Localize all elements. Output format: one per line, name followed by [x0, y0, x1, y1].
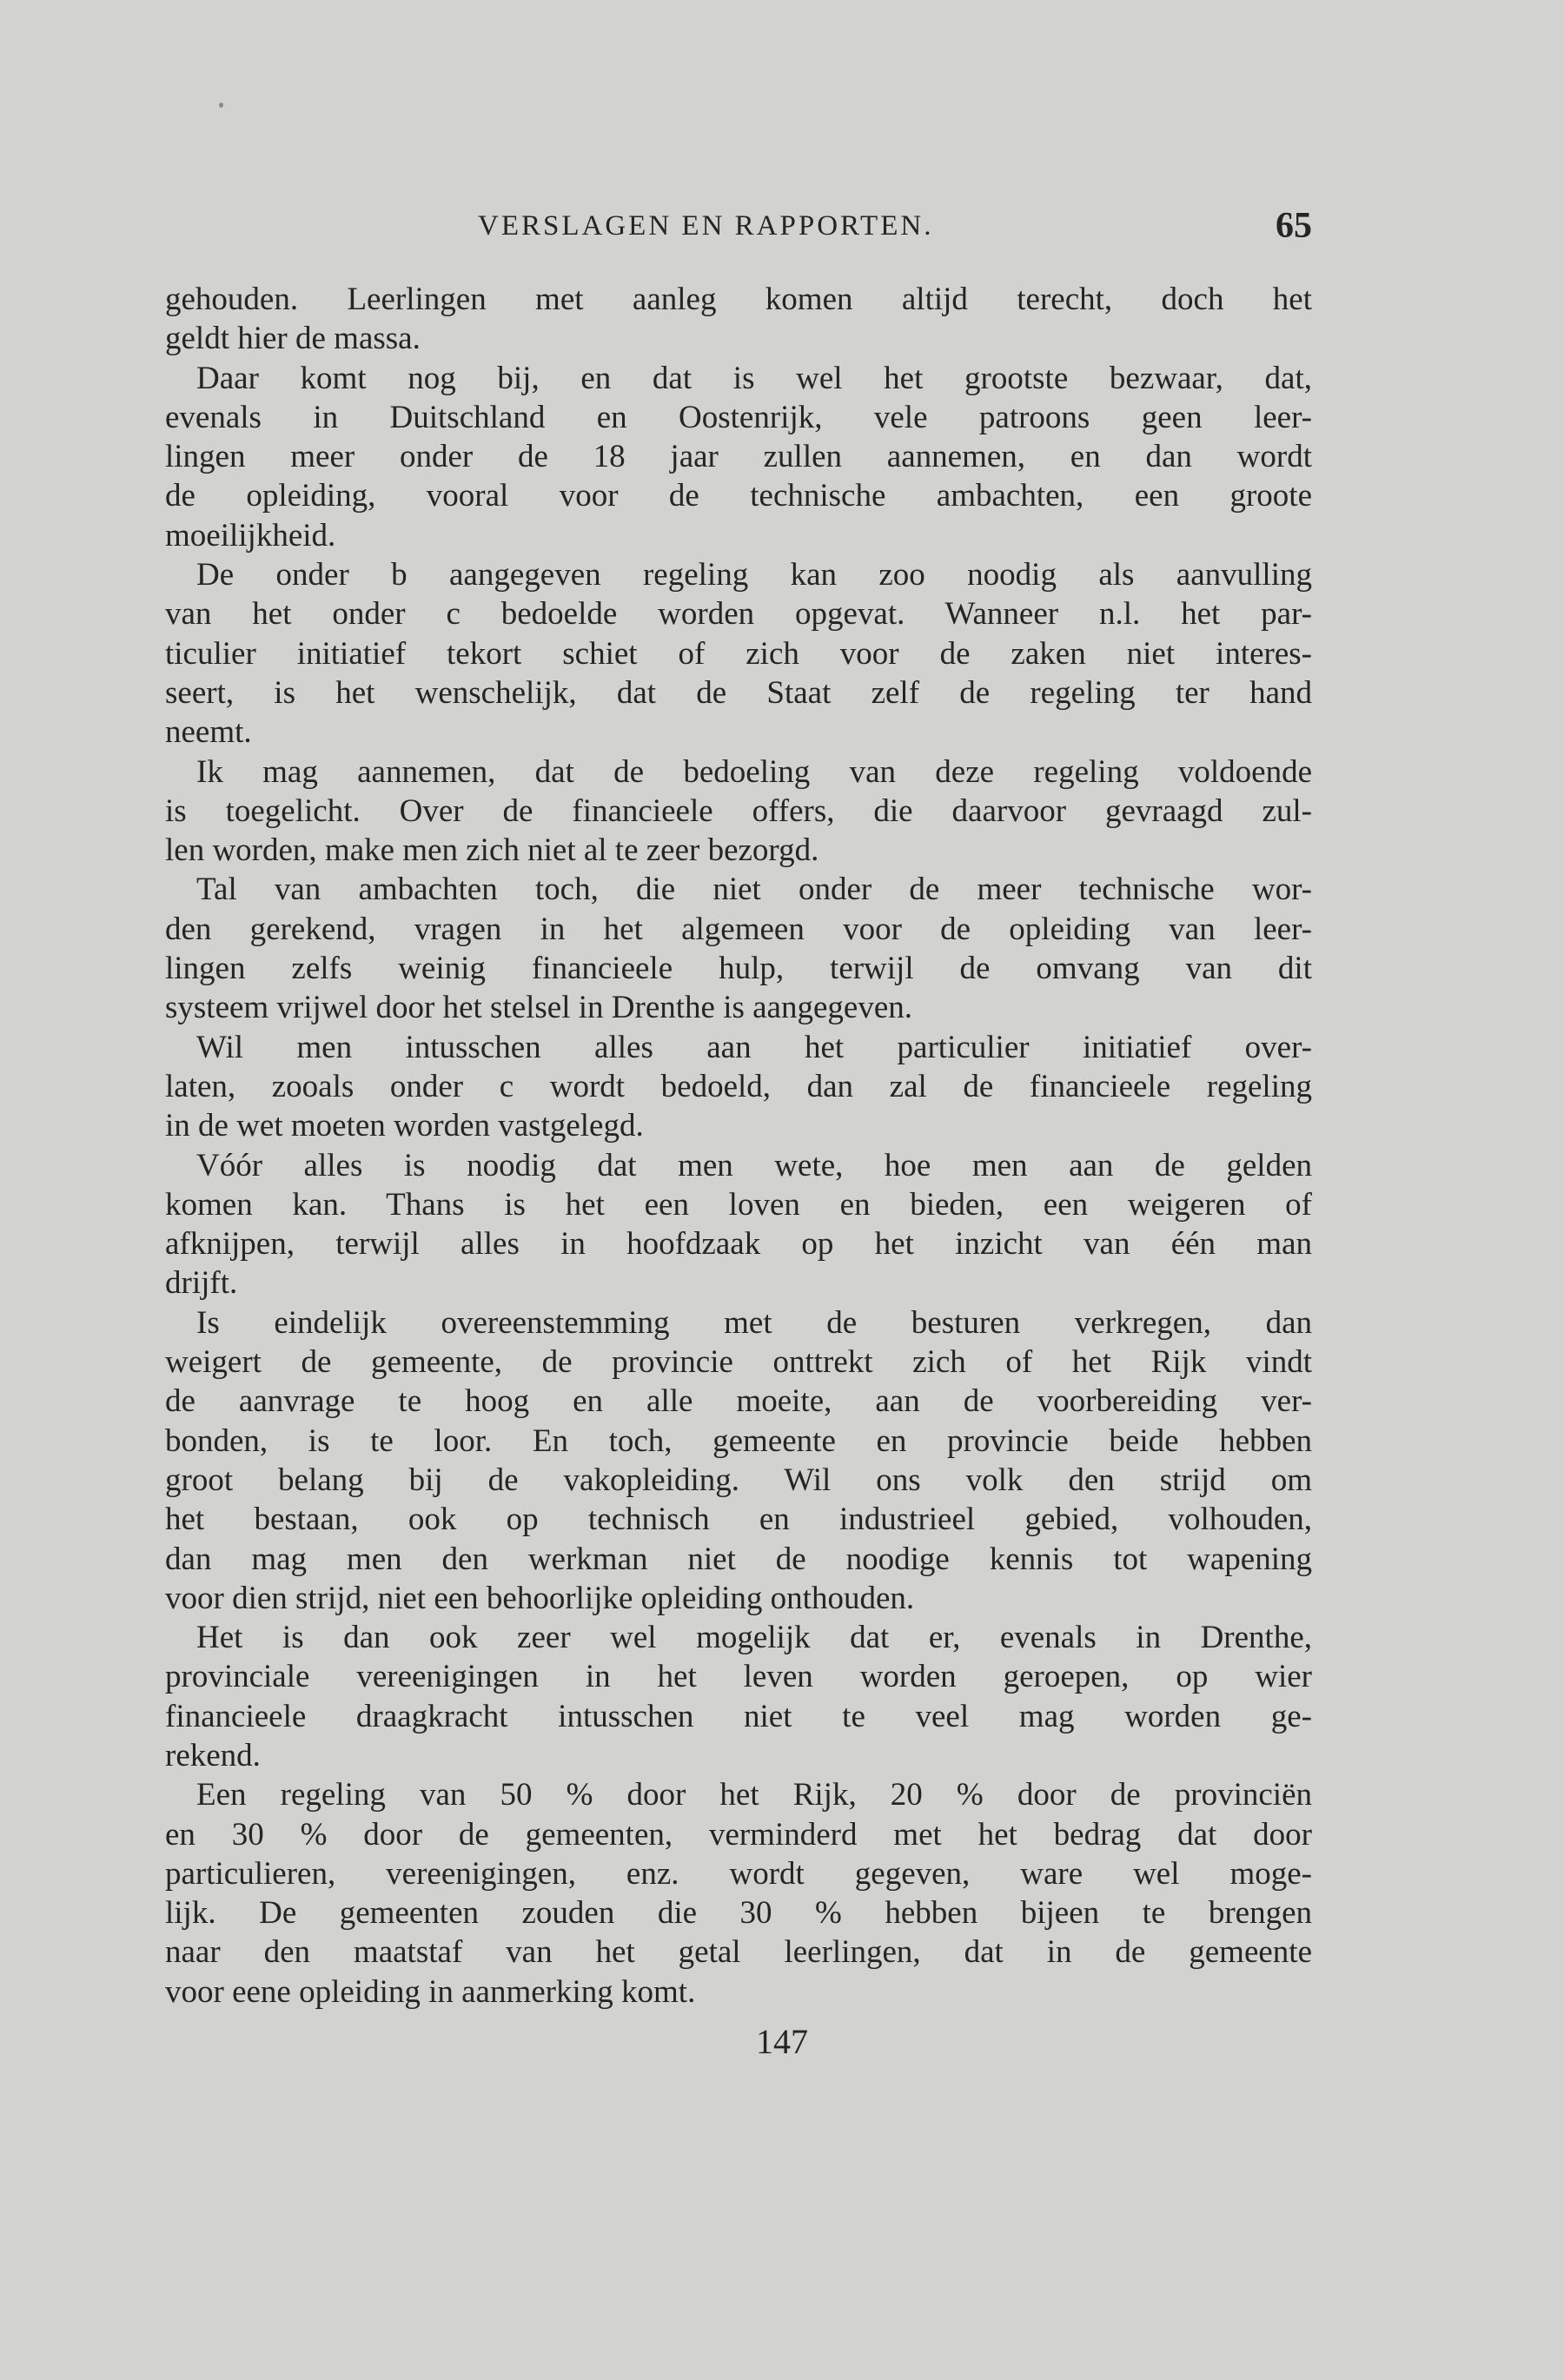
text-line: Het is dan ook zeer wel mogelijk dat er, evenals in Drenthe,: [196, 1620, 1312, 1656]
text-line: afknijpen, terwijl alles in hoofdzaak op het inzicht van één man: [165, 1226, 1312, 1263]
text-line: van het onder c bedoelde worden opgevat. Wanneer n.l. het par-: [165, 596, 1312, 633]
text-line: rekend.: [165, 1737, 261, 1773]
running-title: VERSLAGEN EN RAPPORTEN.: [478, 210, 934, 242]
text-line: voor eene opleiding in aanmerking komt.: [165, 1973, 696, 2010]
body-text: [165, 280, 1312, 2012]
text-line: len worden, make men zich niet al te zeer bezorgd.: [165, 832, 819, 869]
text-line: Daar komt nog bij, en dat is wel het grootste bezwaar, dat,: [196, 360, 1312, 396]
text-line: lingen meer onder de 18 jaar zullen aannemen, en dan wordt: [165, 439, 1312, 475]
text-line: Wil men intusschen alles aan het particulier initiatief over-: [196, 1029, 1312, 1065]
text-line: lingen zelfs weinig financieele hulp, terwijl de omvang van dit: [165, 951, 1312, 987]
text-line: particulieren, vereenigingen, enz. wordt gegeven, ware wel moge-: [165, 1855, 1312, 1892]
text-line: seert, is het wenschelijk, dat de Staat zelf de regeling ter hand: [165, 674, 1312, 711]
text-line: groot belang bij de vakopleiding. Wil ons volk den strijd om: [165, 1462, 1312, 1498]
page-number: 65: [1276, 206, 1312, 246]
text-line: naar den maatstaf van het getal leerlingen, dat in de gemeente: [165, 1934, 1312, 1971]
text-line: weigert de gemeente, de provincie onttrekt zich of het Rijk vindt: [165, 1344, 1312, 1381]
text-line: geldt hier de massa.: [165, 321, 421, 357]
text-line: Tal van ambachten toch, die niet onder de meer technische wor-: [196, 872, 1312, 908]
text-line: financieele draagkracht intusschen niet te veel mag worden ge-: [165, 1698, 1312, 1734]
text-line: is toegelicht. Over de financieele offers, die daarvoor gevraagd zul-: [165, 792, 1312, 829]
text-line: en 30 % door de gemeenten, verminderd met het bedrag dat door: [165, 1816, 1312, 1853]
text-line: laten, zooals onder c wordt bedoeld, dan zal de financieele regeling: [165, 1068, 1312, 1104]
page-header: [165, 202, 1312, 254]
text-line: de aanvrage te hoog en alle moeite, aan de voorbereiding ver-: [165, 1383, 1312, 1420]
text-line: neemt.: [165, 714, 252, 751]
text-line: Een regeling van 50 % door het Rijk, 20 % door de provinciën: [196, 1777, 1312, 1813]
text-line: den gerekend, vragen in het algemeen voor de opleiding van leer-: [165, 911, 1312, 947]
text-line: lijk. De gemeenten zouden die 30 % hebben bijeen te brengen: [165, 1895, 1312, 1932]
text-line: komen kan. Thans is het een loven en bieden, een weigeren of: [165, 1186, 1312, 1223]
text-line: Ik mag aannemen, dat de bedoeling van deze regeling voldoende: [196, 753, 1312, 790]
text-line: het bestaan, ook op technisch en industrieel gebied, volhouden,: [165, 1502, 1312, 1538]
text-line: ticulier initiatief tekort schiet of zich voor de zaken niet interes-: [165, 635, 1312, 672]
text-line: de opleiding, vooral voor de technische ambachten, een groote: [165, 478, 1312, 514]
text-line: Is eindelijk overeenstemming met de besturen verkregen, dan: [196, 1304, 1312, 1341]
sheet-number: 147: [756, 2022, 808, 2061]
text-line: provinciale vereenigingen in het leven worden geroepen, op wier: [165, 1659, 1312, 1695]
text-line: De onder b aangegeven regeling kan zoo noodig als aanvulling: [196, 557, 1312, 593]
text-line: systeem vrijwel door het stelsel in Drenthe is aangegeven.: [165, 990, 912, 1026]
text-line: moeilijkheid.: [165, 517, 336, 554]
text-line: gehouden. Leerlingen met aanleg komen altijd terecht, doch het: [165, 282, 1312, 317]
paper-speck: [219, 103, 223, 108]
text-line: bonden, is te loor. En toch, gemeente en provincie beide hebben: [165, 1422, 1312, 1459]
text-line: voor dien strijd, niet een behoorlijke opleiding onthouden.: [165, 1580, 915, 1616]
text-line: Vóór alles is noodig dat men wete, hoe men aan de gelden: [196, 1147, 1312, 1183]
text-line: evenals in Duitschland en Oostenrijk, vele patroons geen leer-: [165, 399, 1312, 435]
text-line: in de wet moeten worden vastgelegd.: [165, 1108, 644, 1144]
text-line: drijft.: [165, 1265, 238, 1302]
text-line: dan mag men den werkman niet de noodige kennis tot wapening: [165, 1541, 1312, 1577]
